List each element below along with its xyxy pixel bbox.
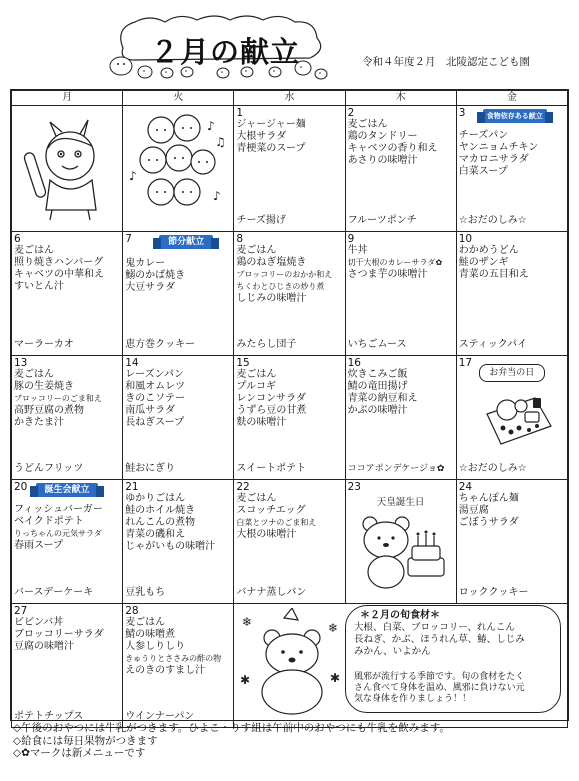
menu-item: 牛丼 bbox=[347, 245, 368, 256]
menu-item: レンコンサラダ bbox=[236, 393, 307, 404]
menu-item: あさりの味噌汁 bbox=[347, 155, 418, 166]
menu-item: マカロニサラダ bbox=[458, 154, 529, 165]
menu-item: 湯豆腐 bbox=[458, 505, 489, 516]
menu-item: 長ねぎスープ bbox=[125, 417, 185, 428]
snack-item: 豆乳もち bbox=[125, 587, 166, 598]
menu-item: ベイクドポテト bbox=[14, 516, 84, 527]
day-number: 17 bbox=[458, 357, 473, 369]
menu-item: ちくわとひじきの炒り煮 bbox=[236, 282, 325, 291]
menu-item: ブロッコリーサラダ bbox=[14, 629, 104, 640]
day-cell-24 bbox=[456, 480, 567, 604]
svg-text:♫: ♫ bbox=[215, 135, 226, 149]
menu-item: 鶏のタンドリー bbox=[347, 131, 418, 142]
day-number: 3 bbox=[458, 107, 466, 119]
footer-note: ◇午後のおやつには牛乳がつきます。ひよこ・りす組は午前中のおやつにも牛乳を飲みます。 bbox=[13, 722, 450, 734]
bear-with-cake-illustration-icon bbox=[348, 510, 452, 592]
children-singing-illustration-icon bbox=[123, 108, 233, 226]
day-cell-3 bbox=[456, 106, 567, 232]
menu-item: れんこんの煮物 bbox=[125, 517, 196, 528]
menu-item: さつま芋の味噌汁 bbox=[347, 269, 428, 280]
snack-item: バナナ蒸しパン bbox=[236, 587, 307, 598]
menu-item: 照り焼きハンバーグ bbox=[14, 257, 104, 268]
bento-day-label: お弁当の日 bbox=[479, 364, 545, 382]
day-number: 6 bbox=[14, 233, 21, 245]
menu-item: 青菜の五目和え bbox=[458, 269, 529, 280]
menu-item: 白菜スープ bbox=[458, 166, 508, 177]
menu-item: ちゃんぽん麺 bbox=[458, 493, 519, 504]
menu-item: 大豆サラダ bbox=[125, 282, 176, 293]
seasonal-title: ＊２月の旬食材＊ bbox=[360, 610, 440, 621]
snow-bear-illustration-icon bbox=[238, 608, 346, 718]
lunch-menu bbox=[236, 369, 343, 429]
menu-item: 麦ごはん bbox=[347, 119, 388, 130]
snack-item: ココアポンデケージョ✿ bbox=[347, 464, 445, 474]
day-number: 28 bbox=[125, 605, 139, 617]
snack-item: ☆おだのしみ☆ bbox=[458, 463, 527, 474]
seasonal-ingredients-box bbox=[345, 605, 561, 713]
menu-item: 切干大根のカレーサラダ✿ bbox=[347, 258, 443, 267]
snack-item: うどんフリッツ bbox=[14, 463, 84, 474]
lunch-menu bbox=[125, 369, 232, 429]
day-number: 20 bbox=[14, 481, 28, 493]
menu-item: しじみの味噌汁 bbox=[236, 293, 307, 304]
day-cell-14 bbox=[123, 356, 234, 480]
svg-text:✱: ✱ bbox=[240, 673, 251, 687]
seasonal-line: 大根、白菜、ブロッコリー、れんこん bbox=[354, 622, 515, 633]
menu-item: 豚の生姜焼き bbox=[14, 381, 74, 392]
lunch-menu bbox=[236, 119, 343, 155]
snack-item: みたらし団子 bbox=[236, 339, 297, 350]
day-cell-21 bbox=[123, 480, 234, 604]
menu-item: 青菜の磯和え bbox=[125, 529, 186, 540]
day-cell-6 bbox=[12, 232, 123, 356]
menu-item: ゆかりごはん bbox=[125, 493, 186, 504]
menu-item: キャベツの香り和え bbox=[347, 143, 438, 154]
menu-item: うずら豆の甘煮 bbox=[236, 405, 307, 416]
menu-item: 麩の味噌汁 bbox=[236, 417, 287, 428]
menu-item: 麦ごはん bbox=[14, 369, 54, 380]
day-cell-13 bbox=[12, 356, 123, 480]
day-number: 23 bbox=[347, 481, 361, 493]
lunch-menu bbox=[348, 119, 455, 167]
page-subtitle: 令和４年度２月 北陵認定こども園 bbox=[362, 56, 530, 68]
menu-item: 麦ごはん bbox=[236, 493, 277, 504]
day-number: 8 bbox=[236, 233, 244, 245]
day-cell-15 bbox=[234, 356, 345, 480]
special-menu-ribbon: 食物依存ある献立 bbox=[483, 109, 547, 123]
lunch-menu bbox=[459, 493, 566, 529]
weekday-mon: 月 bbox=[12, 91, 123, 106]
snack-item: 恵方巻クッキー bbox=[125, 339, 196, 350]
svg-text:❄: ❄ bbox=[328, 621, 339, 635]
special-menu-ribbon: 節分献立 bbox=[159, 235, 213, 249]
footer-note: ◇給食には毎日果物がつきます bbox=[13, 734, 158, 747]
snack-item: フルーツポンチ bbox=[347, 215, 417, 226]
weekday-wed: 水 bbox=[234, 91, 345, 106]
menu-item: りっちゃんの元気サラダ bbox=[14, 529, 102, 538]
menu-item: 南瓜サラダ bbox=[125, 405, 176, 416]
lunch-menu bbox=[348, 369, 455, 417]
svg-text:✱: ✱ bbox=[330, 671, 341, 685]
weekday-thu: 木 bbox=[345, 91, 456, 106]
menu-item: 青梗菜のスープ bbox=[236, 143, 306, 154]
menu-item: ブロッコリーのごま和え bbox=[14, 394, 102, 403]
menu-item: レーズンパン bbox=[125, 369, 184, 380]
menu-item: えのきのすまし汁 bbox=[125, 665, 206, 676]
day-number: 21 bbox=[125, 481, 139, 493]
svg-text:♪: ♪ bbox=[129, 169, 137, 183]
menu-item: 和風オムレツ bbox=[125, 381, 186, 392]
menu-item: わかめうどん bbox=[458, 245, 519, 256]
day-cell-empty-tue bbox=[123, 106, 234, 232]
menu-item: 鮭のザンギ bbox=[458, 257, 509, 268]
menu-item: 炊きこみご飯 bbox=[347, 369, 408, 380]
day-cell-27 bbox=[12, 604, 123, 728]
lunch-menu bbox=[125, 493, 232, 553]
menu-item: 鯖の味噌煮 bbox=[125, 629, 176, 640]
lunch-menu bbox=[125, 258, 232, 294]
day-cell-22 bbox=[234, 480, 345, 604]
holiday-label: 天皇誕生日 bbox=[376, 497, 425, 508]
menu-item: かぶの味噌汁 bbox=[347, 405, 408, 416]
day-number: 2 bbox=[347, 107, 355, 119]
footer-note: ◇✿マークは新メニューです bbox=[13, 747, 146, 759]
day-cell-10 bbox=[456, 232, 567, 356]
svg-text:❄: ❄ bbox=[242, 615, 253, 629]
day-number: 15 bbox=[236, 357, 250, 369]
day-number: 14 bbox=[125, 357, 139, 369]
lunch-menu bbox=[14, 245, 121, 293]
seasonal-line: みかん、いよかん bbox=[354, 646, 431, 657]
menu-item: 麦ごはん bbox=[236, 245, 277, 256]
lunch-menu bbox=[236, 245, 343, 305]
menu-item: ヤンニョムチキン bbox=[458, 142, 539, 153]
menu-item: プルコギ bbox=[236, 381, 276, 392]
menu-item: きのこソテー bbox=[125, 393, 186, 404]
day-cell-16 bbox=[345, 356, 456, 480]
day-number: 22 bbox=[236, 481, 250, 493]
day-cell-9 bbox=[345, 232, 456, 356]
special-menu-ribbon: 誕生会献立 bbox=[36, 483, 98, 497]
svg-text:♪: ♪ bbox=[207, 119, 215, 133]
weekday-fri: 金 bbox=[456, 91, 567, 106]
menu-item: 鬼カレー bbox=[125, 258, 166, 269]
menu-item: キャベツの中華和え bbox=[14, 269, 104, 280]
menu-item: 青菜の納豆和え bbox=[347, 393, 418, 404]
seasonal-note-line: 風邪が流行する季節です。旬の食材をたく bbox=[354, 672, 525, 682]
snack-item: ☆おだのしみ☆ bbox=[458, 215, 527, 226]
page-title: ２月の献立 bbox=[150, 35, 301, 69]
lunch-menu bbox=[459, 130, 566, 178]
menu-item: ごぼうサラダ bbox=[458, 517, 519, 528]
menu-item: 麦ごはん bbox=[14, 245, 54, 256]
day-number: 27 bbox=[14, 605, 28, 617]
day-number: 1 bbox=[236, 107, 244, 119]
menu-item: かきたま汁 bbox=[14, 417, 64, 428]
seasonal-note-line: さん食べて身体を温め、風邪に負けない元 bbox=[354, 683, 525, 693]
menu-item: 鮭のホイル焼き bbox=[125, 505, 196, 516]
day-number: 16 bbox=[347, 357, 361, 369]
day-cell-8 bbox=[234, 232, 345, 356]
menu-item: スコッチエッグ bbox=[236, 505, 306, 516]
snack-item: ポテトチップス bbox=[14, 711, 84, 722]
menu-item: 鯖の竜田揚げ bbox=[347, 381, 408, 392]
day-number: 10 bbox=[458, 233, 473, 245]
day-cell-2 bbox=[345, 106, 456, 232]
lunch-menu bbox=[236, 493, 343, 541]
snack-item: バースデーケーキ bbox=[14, 587, 94, 598]
menu-item: ジャージャー麺 bbox=[236, 119, 306, 130]
menu-item: 豆腐の味噌汁 bbox=[14, 641, 74, 652]
snack-item: ウインナーパン bbox=[125, 711, 195, 722]
snack-item: スイートポテト bbox=[236, 463, 307, 474]
menu-item: じゃがいもの味噌汁 bbox=[125, 541, 216, 552]
day-number: 9 bbox=[347, 233, 355, 245]
seasonal-note-line: 気な身体を作りましょう！！ bbox=[354, 694, 472, 704]
day-number: 7 bbox=[125, 233, 132, 245]
snack-item: チーズ揚げ bbox=[236, 215, 286, 226]
seasonal-line: 長ねぎ、かぶ、ほうれん草、鰆、しじみ bbox=[354, 634, 525, 645]
svg-text:♪: ♪ bbox=[213, 189, 221, 203]
snack-item: いちごムース bbox=[347, 339, 407, 350]
lunch-menu bbox=[125, 617, 232, 677]
day-number: 24 bbox=[458, 481, 473, 493]
lunch-menu bbox=[14, 504, 121, 552]
day-cell-23 bbox=[345, 480, 456, 604]
weekday-header-row bbox=[12, 91, 568, 106]
menu-item: チーズパン bbox=[458, 130, 509, 141]
day-cell-empty-mon bbox=[12, 106, 123, 232]
lunch-menu bbox=[14, 369, 121, 429]
bento-box-illustration-icon bbox=[479, 384, 559, 450]
snack-item: ロッククッキー bbox=[458, 587, 529, 598]
snack-item: マーラーカオ bbox=[14, 339, 74, 350]
menu-item: 鶏のねぎ塩焼き bbox=[236, 257, 307, 268]
day-cell-17 bbox=[456, 356, 567, 480]
menu-item: 春雨スープ bbox=[14, 540, 63, 551]
menu-item: フィッシュバーガー bbox=[14, 504, 103, 515]
menu-item: ビビンバ丼 bbox=[14, 617, 64, 628]
menu-item: 白菜とツナのごま和え bbox=[236, 518, 317, 527]
oni-illustration-icon bbox=[12, 108, 122, 226]
snack-item: 鮭おにぎり bbox=[125, 463, 176, 474]
menu-item: 麦ごはん bbox=[125, 617, 166, 628]
menu-item: ブロッコリーのおかか和え bbox=[236, 270, 333, 279]
weekday-tue: 火 bbox=[123, 91, 234, 106]
menu-item: 人参しりしり bbox=[125, 641, 186, 652]
day-cell-7 bbox=[123, 232, 234, 356]
menu-item: 高野豆腐の煮物 bbox=[14, 405, 84, 416]
menu-item: 大根の味噌汁 bbox=[236, 529, 297, 540]
menu-item: きゅうりとささみの酢の物 bbox=[125, 654, 222, 663]
snack-item: スティックパイ bbox=[458, 339, 528, 350]
day-cell-1 bbox=[234, 106, 345, 232]
day-cell-20 bbox=[12, 480, 123, 604]
lunch-menu bbox=[14, 617, 121, 653]
day-number: 13 bbox=[14, 357, 28, 369]
menu-item: 鰯のかば焼き bbox=[125, 270, 186, 281]
lunch-menu bbox=[348, 245, 455, 281]
menu-item: 麦ごはん bbox=[236, 369, 277, 380]
menu-item: すいとん汁 bbox=[14, 281, 64, 292]
lunch-menu bbox=[459, 245, 566, 281]
day-cell-28 bbox=[123, 604, 234, 728]
menu-item: 大根サラダ bbox=[236, 131, 287, 142]
footer-notes bbox=[13, 722, 450, 760]
